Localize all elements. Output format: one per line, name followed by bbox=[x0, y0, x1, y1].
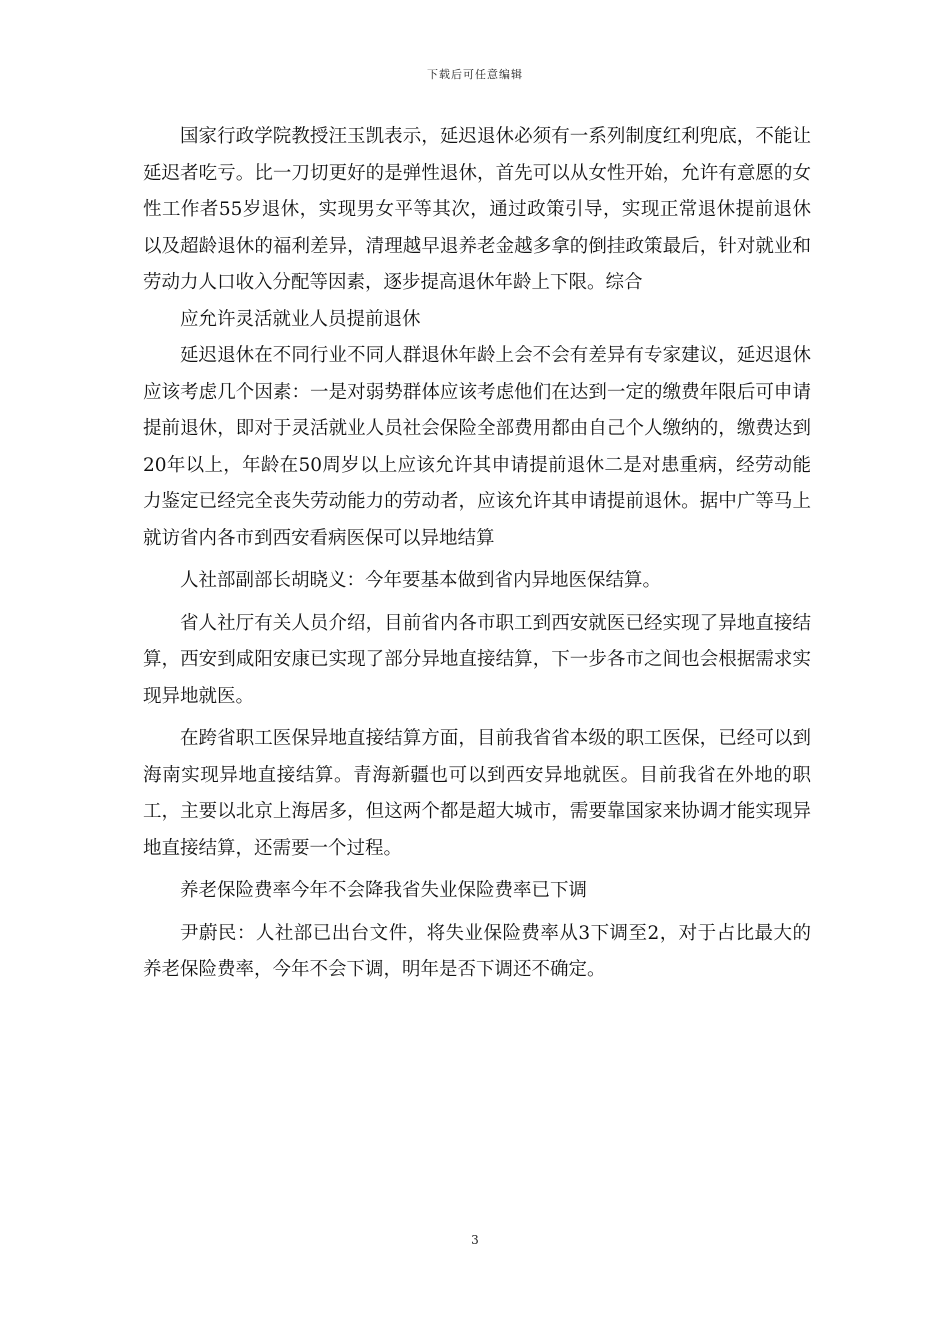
paragraph-heading-insurance-rates: 养老保险费率今年不会降我省失业保险费率已下调 bbox=[180, 880, 588, 901]
page-number: 3 bbox=[471, 1233, 479, 1247]
paragraph-retirement-flexibility: 国家行政学院教授汪玉凯表示，延迟退休必须有一系列制度红利兜底，不能让延迟者吃亏。比一刀切更好的是弹性退休，首先可以从女性开始，允许有意愿的女性工作者55岁退休，实现男女平等其次，通过政策引导，实现正常退休提前退休以及超龄退休的福利差异，清理越早退养老金越多拿的倒挂政策最后，针对就业和劳动力人口收入分配等因素，逐步提高退休年龄上下限。综合 bbox=[143, 126, 811, 293]
paragraph-minister-rates-quote: 尹蔚民：人社部已出台文件，将失业保险费率从3下调至2，对于占比最大的养老保险费率，今年不会下调，明年是否下调还不确定。 bbox=[143, 922, 811, 980]
paragraph-vice-minister-quote: 人社部副部长胡晓义：今年要基本做到省内异地医保结算。 bbox=[180, 570, 662, 591]
paragraph-provincial-settlement: 省人社厅有关人员介绍，目前省内各市职工到西安就医已经实现了异地直接结算，西安到咸阳安康已实现了部分异地直接结算，下一步各市之间也会根据需求实现异地就医。 bbox=[143, 612, 811, 707]
document-body bbox=[143, 119, 811, 989]
paragraph-expert-suggestions: 延迟退休在不同行业不同人群退休年龄上会不会有差异有专家建议，延迟退休应该考虑几个因素：一是对弱势群体应该考虑他们在达到一定的缴费年限后可申请提前退休，即对于灵活就业人员社会保险全部费用都由自己个人缴纳的，缴费达到20年以上，年龄在50周岁以上应该允许其申请提前退休二是对患重病，经劳动能力鉴定已经完全丧失劳动能力的劳动者，应该允许其申请提前退休。据中广等马上就访省内各市到西安看病医保可以异地结算 bbox=[143, 345, 811, 549]
paragraph-heading-early-retirement: 应允许灵活就业人员提前退休 bbox=[180, 308, 421, 330]
paragraph-cross-province-settlement: 在跨省职工医保异地直接结算方面，目前我省省本级的职工医保，已经可以到海南实现异地直接结算。青海新疆也可以到西安异地就医。目前我省在外地的职工，主要以北京上海居多，但这两个都是超大城市，需要靠国家来协调才能实现异地直接结算，还需要一个过程。 bbox=[143, 728, 811, 859]
page-header-note: 下载后可任意编辑 bbox=[427, 68, 523, 81]
